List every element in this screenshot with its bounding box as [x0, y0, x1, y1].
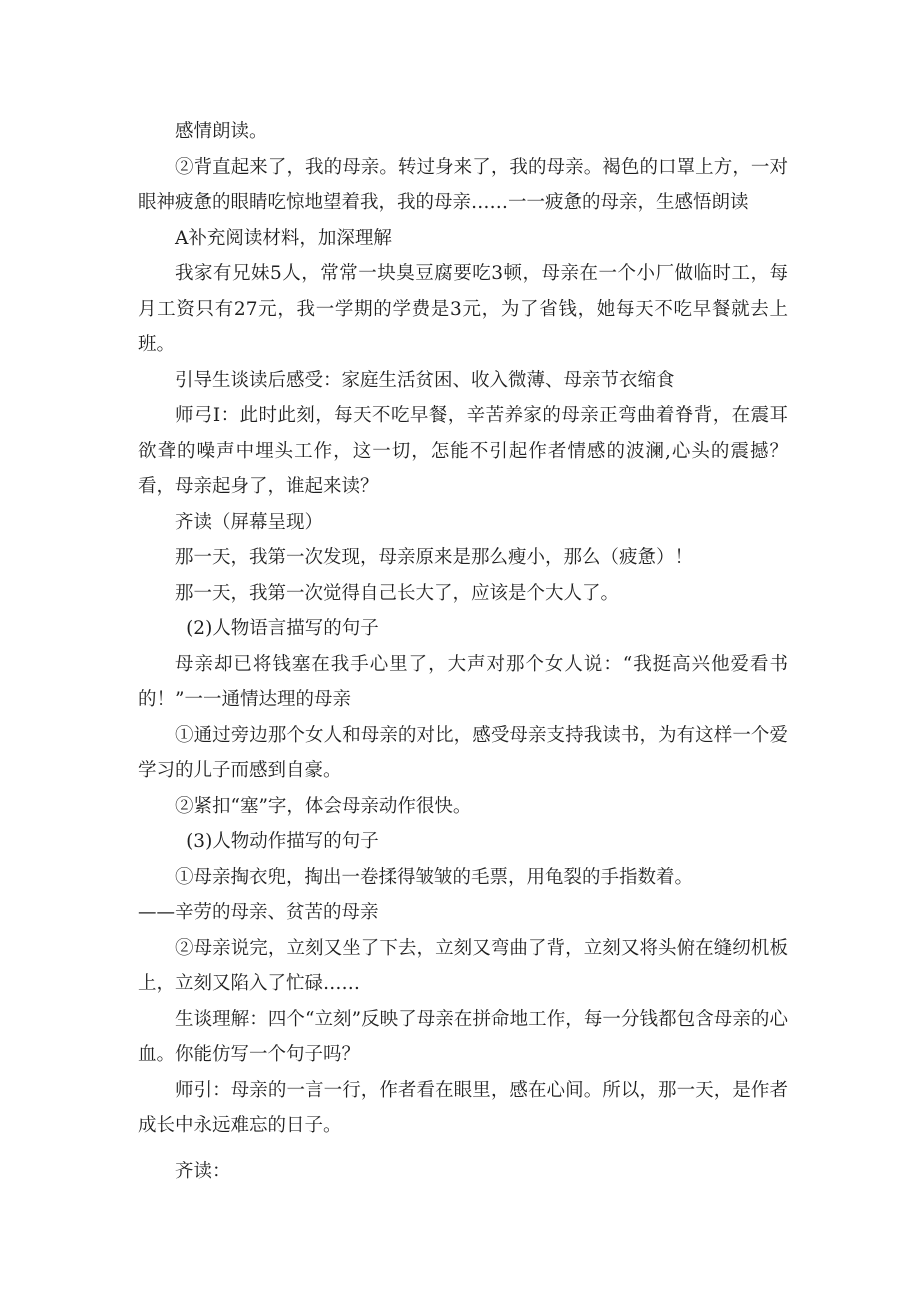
- paragraph: 引导生谈读后感受：家庭生活贫困、收入微薄、母亲节衣缩食: [175, 369, 675, 391]
- section-heading: (2)人物语言描写的句子: [186, 618, 379, 639]
- paragraph: ②背直起来了，我的母亲。转过身来了，我的母亲。褐色的口罩上方，一对眼神疲惫的眼睛吃惊地望着我，我的母亲……一一疲惫的母亲，生感悟朗读: [138, 156, 788, 213]
- paragraph: 师引：母亲的一言一行，作者看在眼里，感在心间。所以，那一天，是作者成长中永远难忘的日子。: [138, 1079, 788, 1136]
- paragraph: 齐读：: [175, 1160, 231, 1182]
- paragraph: ——辛劳的母亲、贫苦的母亲: [138, 902, 379, 923]
- paragraph: ②紧扣“塞”字，体会母亲动作很快。: [175, 795, 472, 817]
- paragraph: A补充阅读材料，加深理解: [175, 227, 392, 249]
- paragraph: 母亲却已将钱塞在我手心里了，大声对那个女人说：“我挺高兴他爱看书的！”一一通情达理的母亲: [138, 653, 788, 710]
- paragraph: 那一天，我第一次发现，母亲原来是那么瘦小，那么（疲惫）！: [175, 547, 694, 568]
- section-heading: (3)人物动作描写的句子: [186, 831, 379, 852]
- paragraph: ①通过旁边那个女人和母亲的对比，感受母亲支持我读书，为有这样一个爱学习的儿子而感到自豪。: [138, 724, 788, 781]
- paragraph: 齐读（屏幕呈现）: [175, 511, 324, 533]
- paragraph: 那一天，我第一次觉得自己长大了，应该是个大人了。: [175, 582, 620, 604]
- paragraph: ②母亲说完，立刻又坐了下去，立刻又弯曲了背，立刻又将头俯在缝纫机板上，立刻又陷入了忙碌……: [138, 937, 788, 994]
- paragraph: 感情朗读。: [175, 121, 268, 142]
- document-body: [138, 114, 788, 1189]
- spacer: [138, 1144, 788, 1154]
- paragraph: 我家有兄妹5人，常常一块臭豆腐要吃3顿，母亲在一个小厂做临时工，每月工资只有27元，我一学期的学费是3元，为了省钱，她每天不吃早餐就去上班。: [138, 263, 788, 355]
- paragraph: ①母亲掏衣兜，掏出一卷揉得皱皱的毛票，用龟裂的手指数着。: [175, 866, 694, 888]
- paragraph: 师弓I：此时此刻，每天不吃早餐，辛苦养家的母亲正弯曲着脊背，在震耳欲聋的噪声中埋头工作，这一切，怎能不引起作者情感的波澜,心头的震撼？看，母亲起身了，谁起来读？: [138, 405, 788, 497]
- paragraph: 生谈理解：四个“立刻”反映了母亲在拼命地工作，每一分钱都包含母亲的心血。你能仿写一个句子吗？: [138, 1008, 788, 1065]
